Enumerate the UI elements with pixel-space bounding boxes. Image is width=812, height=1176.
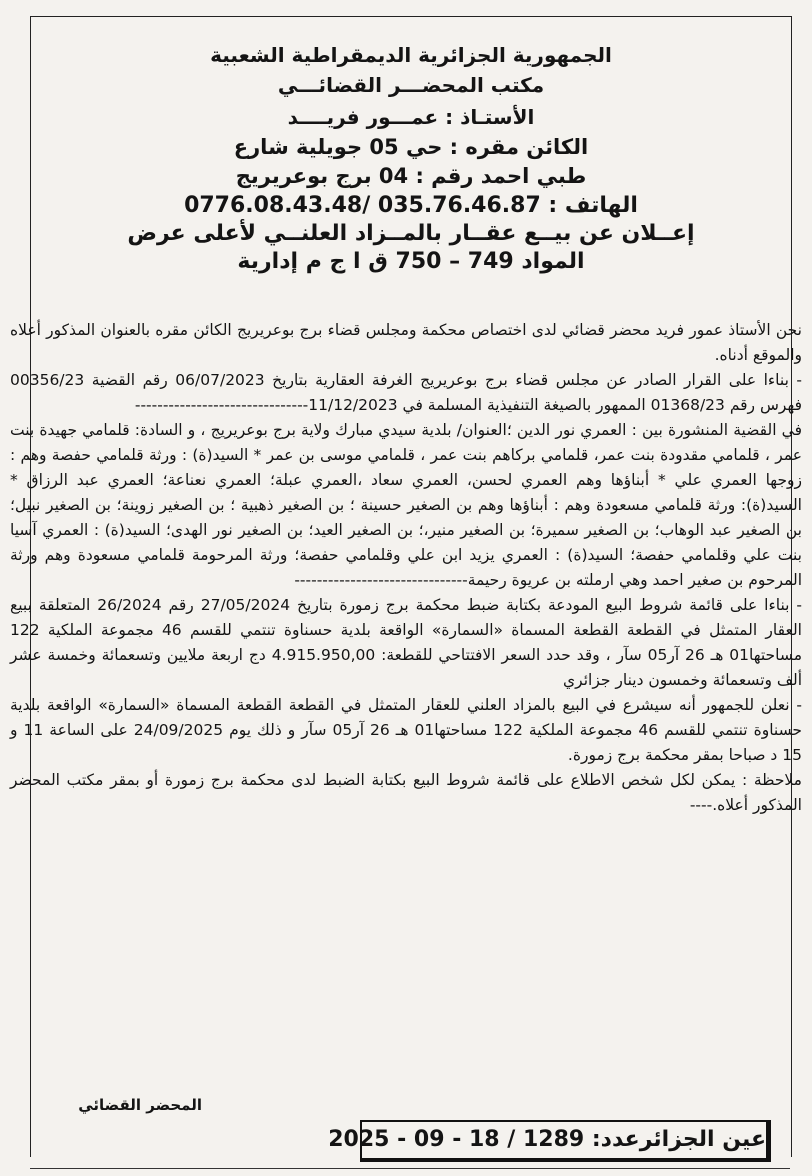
- republic-title: الجمهورية الجزائرية الديمقراطية الشعبية: [210, 43, 612, 67]
- announcement-title: إعــلان عن بيــع عقــار بالمــزاد العلنــي لأعلى عرض: [127, 221, 695, 246]
- note-paragraph: ملاحظة : يمكن لكل شخص الاطلاع على قائمة شروط البيع بكتابة الضبط لدى محكمة برج زمورة أو بمقر مكتب المحضر المذكور أعلاه.----: [10, 771, 802, 814]
- decision-paragraph: - بناءا على القرار الصادر عن مجلس قضاء برج بوعريريج الغرفة العقارية بتاريخ 06/07/2023 رقم القضية 00356/23 فهرس رقم 01368/23 الممهور بالصيغة التنفيذية المسلمة في 11/12/2023-------------------------------: [10, 371, 802, 414]
- sale-conditions-paragraph: - بناءا على قائمة شروط البيع المودعة بكتابة ضبط محكمة برج زمورة بتاريخ 27/05/2024 رقم 26/2024 المتعلقة ببيع العقار المتمثل في القطعة القطعة المسماة «السمارة» الواقعة بلدية حسناوة تنتمي للقسم 46 مجموعة الملكية 122 مساحتها01 هـ 26 آر05 سآر ، وقد حدد السعر الافتتاحي للقطعة: 4.915.950,00 دج اربعة ملايين وتسعمائة وخمسة عشر ألف وتسعمائة وخمسون دينار جزائري: [10, 596, 802, 689]
- address-line-1: الكائن مقره : حي 05 جويلية شارع: [233, 135, 589, 159]
- announcement-body: [10, 318, 802, 818]
- public-notice-paragraph: - نعلن للجمهور أنه سيشرع في البيع بالمزاد العلني للعقار المتمثل في القطعة القطعة المسماة «السمارة» الواقعة بلدية حسناوة تنتمي للقسم 46 مجموعة الملكية 122 مساحتها01 هـ 26 آر05 سآر و ذلك يوم 24/09/2025 على الساعة 11 و 15 د صباحا بمقر محكمة برج زمورة.: [10, 696, 803, 764]
- signature: المحضر القضائي: [78, 1096, 202, 1114]
- intro-paragraph: نحن الأستاذ عمور فريد محضر قضائي لدى اختصاص محكمة ومجلس قضاء برج بوعريريج الكائن مقره بالعنوان المذكور أعلاه والموقع أدناه.: [10, 321, 802, 364]
- office-title: مكتب المحضـــر القضائـــي: [277, 73, 545, 97]
- bottom-divider: [30, 1168, 790, 1169]
- phone-line: الهاتف : 035.76.46.87 /0776.08.43.48: [184, 193, 638, 218]
- address-line-2: طبي احمد رقم : 04 برج بوعريريج: [235, 164, 587, 188]
- bailiff-name: الأستـاذ : عمـــور فريــــد: [287, 105, 535, 129]
- announcement-header: [31, 45, 791, 273]
- parties-paragraph: في القضية المنشورة بين : العمري نور الدين ؛العنوان/ بلدية سيدي مبارك ولاية برج بوعريريج ، و السادة: قلمامي جهيدة بنت عمر ، قلمامي مقدودة بنت عمر، قلمامي بركاهم بنت عمر ، قلمامي موسى بن عمر * السيد(ة) : ورثة قلمامي حفصة وهم : زوجها العمري علي * أبناؤها وهم العمري لحسن، العمري سعاد ،العمري عبلة؛ العمري نعناعة؛ العمري عبد الرزاق * السيد(ة): ورثة قلمامي مسعودة وهم : أبناؤها وهم بن الصغير حسينة ؛ بن الصغير ذهبية ؛ بن الصغير زوينة؛ بن الصغير نبيل؛ بن الصغير عبد الوهاب؛ بن الصغير سميرة؛ بن الصغير منير،؛ بن الصغير العيد؛ بن الصغير نور الهدى؛ السيد(ة) : العمري آسيا بنت علي وقلمامي حفصة؛ السيد(ة) : العمري يزيد ابن علي وقلمامي حفصة؛ ورثة المرحومة قلمامي مسعودة وهم ورثة المرحوم بن صغير احمد وهي ارملته بن عريوة رحيمة-------------------------------: [10, 421, 802, 589]
- publication-reference: عين الجزائرعدد: 1289 / 18 - 09 - 2025: [360, 1120, 771, 1162]
- legal-articles: المواد 749 – 750 ق ا ج م إدارية: [237, 249, 585, 274]
